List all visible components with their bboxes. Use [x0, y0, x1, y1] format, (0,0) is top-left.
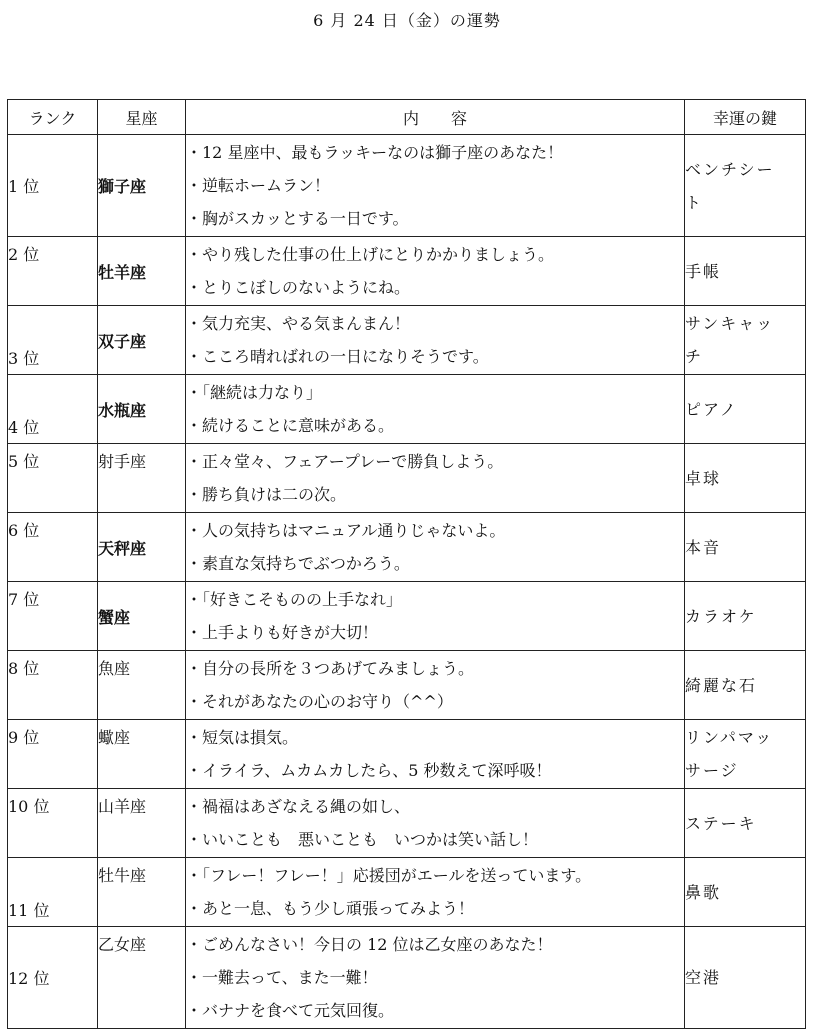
fortune-line: ・勝ち負けは二の次。: [186, 485, 347, 504]
zodiac-sign-cell: 水瓶座: [98, 375, 186, 444]
table-row: [8, 651, 806, 720]
fortune-content-cell: [186, 135, 685, 237]
fortune-line: ・とりこぼしのないようにね。: [186, 278, 411, 297]
table-row: [8, 858, 806, 927]
lucky-key-text: サンキャッ: [685, 314, 775, 333]
fortune-line: ・短気は損気。: [186, 728, 299, 747]
fortune-content-cell: [186, 444, 685, 513]
rank-cell: 2 位: [8, 237, 98, 306]
fortune-line: ・素直な気持ちでぶつかろう。: [186, 554, 410, 573]
zodiac-sign-cell: 天秤座: [98, 513, 186, 582]
fortune-line: ・やり残した仕事の仕上げにとりかかりましょう。: [186, 245, 555, 264]
fortune-line: ・「フレー！フレー！」応援団がエールを送っています。: [186, 866, 592, 885]
fortune-line: ・気力充実、やる気まんまん！: [186, 314, 411, 333]
lucky-key-text: 空港: [685, 968, 722, 987]
lucky-key-text: 鼻歌: [685, 882, 722, 902]
table-row: [8, 135, 806, 237]
lucky-key-cell: [685, 375, 806, 444]
lucky-key-text: 綺麗な石: [685, 675, 758, 695]
rank-cell: 3 位: [8, 306, 98, 375]
lucky-key-text: ピアノ: [685, 399, 738, 419]
table-row: [8, 927, 806, 1029]
lucky-key-text: カラオケ: [685, 606, 757, 626]
rank-cell: 8 位: [8, 651, 98, 720]
table-header-row: [8, 100, 806, 135]
lucky-key-cell: [685, 789, 806, 858]
lucky-key-cell: [685, 651, 806, 720]
rank-cell: 4 位: [8, 375, 98, 444]
fortune-line: ・ごめんなさい！今日の 12 位は乙女座のあなた！: [186, 935, 553, 954]
fortune-content-cell: [186, 720, 685, 789]
fortune-line: ・バナナを食べて元気回復。: [186, 1001, 395, 1020]
rank-cell: 10 位: [8, 789, 98, 858]
lucky-key-text: サージ: [685, 761, 739, 780]
zodiac-sign-cell: 獅子座: [98, 135, 186, 237]
fortune-line: ・自分の長所を３つあげてみましょう。: [186, 659, 475, 678]
lucky-key-cell: [685, 306, 806, 375]
header-rank: ランク: [8, 100, 98, 135]
fortune-line: ・続けることに意味がある。: [186, 416, 395, 435]
lucky-key-cell: [685, 135, 806, 237]
lucky-key-cell: [685, 513, 806, 582]
header-sign: 星座: [98, 100, 186, 135]
zodiac-sign-cell: 蠍座: [98, 720, 186, 789]
fortune-content-cell: [186, 651, 685, 720]
table-row: [8, 720, 806, 789]
table-row: [8, 306, 806, 375]
lucky-key-text: 卓球: [685, 468, 722, 488]
lucky-key-text: ト: [685, 192, 704, 212]
lucky-key-cell: [685, 237, 806, 306]
zodiac-sign-cell: 射手座: [98, 444, 186, 513]
table-row: [8, 513, 806, 582]
fortune-line: ・こころ晴ればれの一日になりそうです。: [186, 347, 489, 366]
zodiac-sign-cell: 双子座: [98, 306, 186, 375]
fortune-content-cell: [186, 789, 685, 858]
fortune-content-cell: [186, 927, 685, 1029]
fortune-content-cell: [186, 858, 685, 927]
zodiac-sign-cell: 牡牛座: [98, 858, 186, 927]
header-lucky-key: 幸運の鍵: [685, 100, 806, 135]
zodiac-sign-cell: 魚座: [98, 651, 186, 720]
fortune-line: ・禍福はあざなえる縄の如し、: [186, 797, 411, 816]
fortune-content-cell: [186, 237, 685, 306]
fortune-line: ・イライラ、ムカムカしたら、5 秒数えて深呼吸！: [186, 761, 552, 780]
lucky-key-text: 手帳: [685, 261, 722, 281]
fortune-line: ・正々堂々、フェアープレーで勝負しよう。: [186, 452, 504, 471]
lucky-key-cell: [685, 444, 806, 513]
zodiac-sign-cell: 乙女座: [98, 927, 186, 1029]
lucky-key-text: リンパマッ: [685, 728, 774, 747]
lucky-key-cell: [685, 858, 806, 927]
fortune-line: ・いいことも 悪いことも いつかは笑い話し！: [186, 830, 539, 849]
fortune-content-cell: [186, 375, 685, 444]
lucky-key-text: ベンチシー: [685, 159, 775, 179]
header-content: 内 容: [186, 100, 685, 135]
fortune-line: ・それがあなたの心のお守り（^^）: [186, 692, 453, 711]
fortune-content-cell: [186, 582, 685, 651]
rank-cell: 6 位: [8, 513, 98, 582]
fortune-line: ・上手よりも好きが大切！: [186, 623, 379, 642]
fortune-line: ・一難去って、また一難！: [186, 968, 378, 987]
fortune-line: ・「好きこそものの上手なれ」: [186, 590, 403, 609]
fortune-line: ・胸がスカッとする一日です。: [186, 209, 409, 228]
lucky-key-text: 本音: [685, 537, 722, 557]
zodiac-sign-cell: 蟹座: [98, 582, 186, 651]
zodiac-sign-cell: 山羊座: [98, 789, 186, 858]
rank-cell: 12 位: [8, 927, 98, 1029]
table-row: [8, 375, 806, 444]
lucky-key-cell: [685, 927, 806, 1029]
fortune-line: ・逆転ホームラン！: [186, 176, 331, 195]
rank-cell: 7 位: [8, 582, 98, 651]
lucky-key-cell: [685, 720, 806, 789]
table-row: [8, 444, 806, 513]
table-row: [8, 789, 806, 858]
rank-cell: 1 位: [8, 135, 98, 237]
table-row: [8, 582, 806, 651]
zodiac-sign-cell: 牡羊座: [98, 237, 186, 306]
fortune-table: [7, 99, 806, 1029]
fortune-line: ・12 星座中、最もラッキーなのは獅子座のあなた！: [186, 143, 564, 162]
lucky-key-text: チ: [685, 347, 704, 366]
page-title: 6 月 24 日（金）の運勢: [313, 11, 501, 30]
lucky-key-cell: [685, 582, 806, 651]
rank-cell: 9 位: [8, 720, 98, 789]
fortune-line: ・「継続は力なり」: [186, 383, 323, 402]
table-row: [8, 237, 806, 306]
rank-cell: 5 位: [8, 444, 98, 513]
lucky-key-text: ステーキ: [685, 813, 757, 833]
fortune-content-cell: [186, 306, 685, 375]
fortune-content-cell: [186, 513, 685, 582]
fortune-line: ・人の気持ちはマニュアル通りじゃないよ。: [186, 521, 506, 540]
rank-cell: 11 位: [8, 858, 98, 927]
fortune-line: ・あと一息、もう少し頑張ってみよう！: [186, 899, 475, 918]
